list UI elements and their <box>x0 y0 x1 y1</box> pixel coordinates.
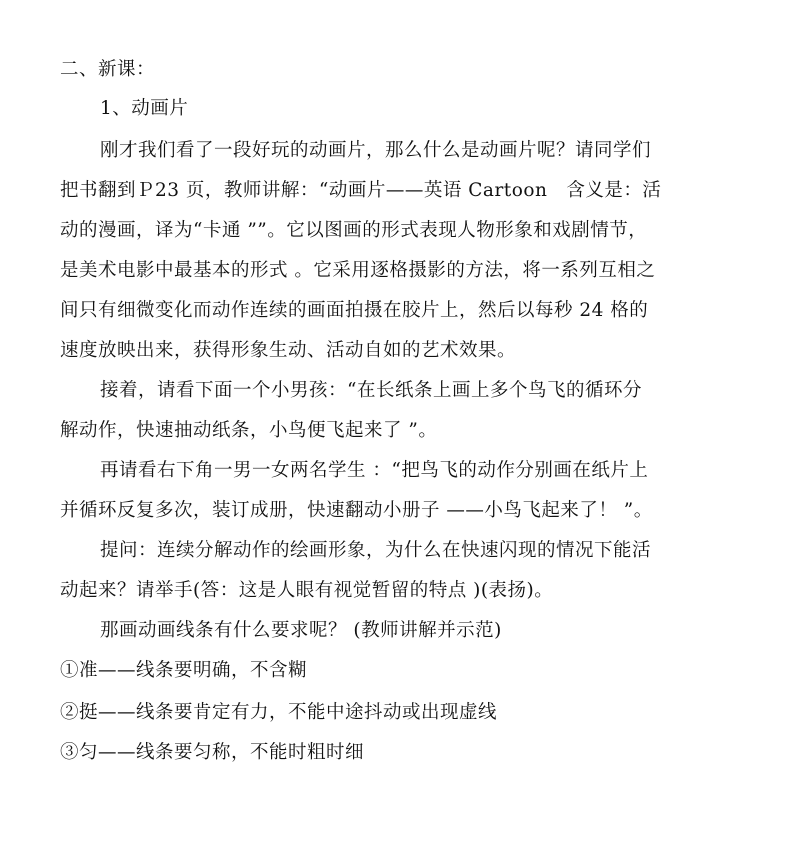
paragraph1-line-3: 动的漫画，译为“卡通 ””。它以图画的形式表现人物形象和戏剧情节， <box>60 220 648 241</box>
paragraph1-line-5: 间只有细微变化而动作连续的画面拍摄在胶片上，然后以每秒 24 格的 <box>60 300 649 321</box>
paragraph4-line-1: 提问：连续分解动作的绘画形象，为什么在快速闪现的情况下能活 <box>100 540 652 561</box>
paragraph5-line-1: 那画动画线条有什么要求呢？ (教师讲解并示范) <box>100 620 502 641</box>
subheading: 1、动画片 <box>100 98 189 119</box>
paragraph1-line-2: 把书翻到Ｐ23 页，教师讲解：“动画片——英语 Cartoon 含义是：活 <box>60 180 662 201</box>
requirement-item-1: ①准——线条要明确，不含糊 <box>60 660 308 681</box>
paragraph2-line-1: 接着，请看下面一个小男孩：“在长纸条上画上多个鸟飞的循环分 <box>100 380 642 401</box>
requirement-item-2: ②挺——线条要肯定有力，不能中途抖动或出现虚线 <box>60 702 498 723</box>
section-heading: 二、新课： <box>60 59 156 80</box>
paragraph4-line-2: 动起来？请举手(答：这是人眼有视觉暂留的特点 )(表扬)。 <box>60 580 554 601</box>
paragraph3-line-1: 再请看右下角一男一女两名学生 ：“把鸟飞的动作分别画在纸片上 <box>100 460 649 481</box>
paragraph1-line-4: 是美术电影中最基本的形式 。它采用逐格摄影的方法，将一系列互相之 <box>60 260 656 281</box>
paragraph1-line-1: 刚才我们看了一段好玩的动画片，那么什么是动画片呢？请同学们 <box>100 140 652 161</box>
paragraph2-line-2: 解动作，快速抽动纸条，小鸟便飞起来了 ”。 <box>60 420 438 441</box>
requirement-item-3: ③匀——线条要匀称，不能时粗时细 <box>60 742 365 763</box>
paragraph1-line-6: 速度放映出来，获得形象生动、活动自如的艺术效果。 <box>60 340 517 361</box>
paragraph3-line-2: 并循环反复多次，装订成册，快速翻动小册子 ——小鸟飞起来了！ ”。 <box>60 500 653 521</box>
